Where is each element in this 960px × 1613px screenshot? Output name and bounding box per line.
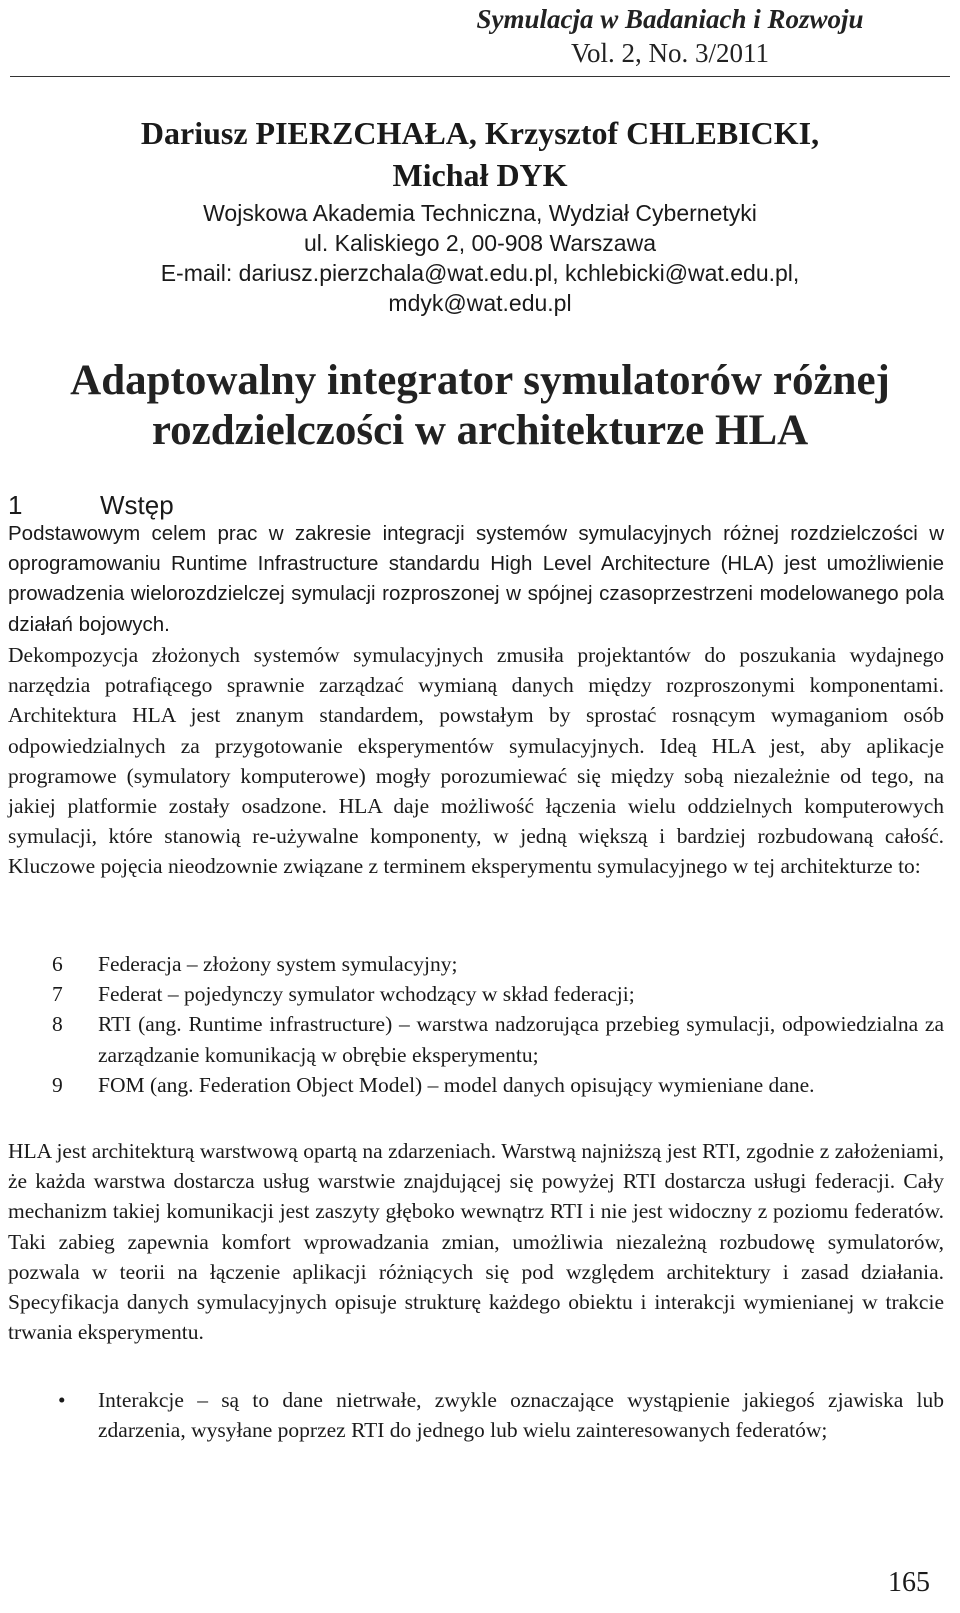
affiliation-line-1: Wojskowa Akademia Techniczna, Wydział Cybernetyki: [203, 200, 757, 226]
bullet-list: [8, 1385, 944, 1445]
section-title: Wstęp: [100, 490, 174, 520]
numbered-list: [8, 949, 944, 1100]
section-heading: [8, 490, 174, 521]
paragraph-3: HLA jest architekturą warstwową opartą na zdarzeniach. Warstwą najniższą jest RTI, zgodnie z założeniami, że każda warstwa dostarcza usług warstwie znajdującej się powyżej RTI dostarcza usługi federacji. Cały mechanizm takiej komunikacji jest zaszyty głęboko wewnątrz RTI i nie jest widoczny z poziomu federatów. Taki zabieg zapewnia komfort wprowadzania zmian, umożliwia niezależną rozbudowę symulatorów, pozwala w teorii na łączenie aplikacji różniących się pod względem architektury i zasad działania. Specyfikacja danych symulacyjnych opisuje strukturę każdego obiektu i interakcji wymienianej w trakcie trwania eksperymentu.: [8, 1139, 944, 1345]
journal-header: [410, 2, 930, 70]
journal-name: Symulacja w Badaniach i Rozwoju: [476, 4, 864, 34]
list-item: [8, 949, 944, 979]
list-marker: 9: [52, 1072, 63, 1097]
list-item-text: Interakcje – są to dane nietrwałe, zwykle oznaczające wystąpienie jakiegoś zjawiska lub zdarzenia, wysyłane poprzez RTI do jednego lub wielu zainteresowanych federatów;: [98, 1388, 944, 1443]
paragraph-1: Podstawowym celem prac w zakresie integracji systemów symulacyjnych różnej rozdzielczości w oprogramowaniu Runtime Infrastructure standardu High Level Architecture (HLA) jest umożliwienie prowadzenia wielorozdzielczej symulacji rozproszonej w spójnej czasoprzestrzeni modelowanego pola działań bojowych.: [8, 522, 944, 636]
title-line-2: rozdzielczości w architekturze HLA: [151, 407, 809, 454]
affiliation-line-2: ul. Kaliskiego 2, 00-908 Warszawa: [304, 230, 656, 256]
list-item-text: Federat – pojedynczy symulator wchodzący w skład federacji;: [98, 982, 635, 1007]
section-number: 1: [8, 490, 23, 520]
list-item: [8, 1385, 944, 1445]
list-item: [8, 1070, 944, 1100]
title-line-1: Adaptowalny integrator symulatorów różnej: [70, 357, 890, 404]
bullet-icon: •: [58, 1388, 66, 1412]
paper-title: [0, 356, 960, 456]
header-rule: [10, 76, 950, 77]
page-number: 165: [888, 1567, 930, 1598]
affiliation: [0, 198, 960, 318]
affiliation-line-4: mdyk@wat.edu.pl: [388, 290, 572, 316]
list-item-text: RTI (ang. Runtime infrastructure) – warstwa nadzorująca przebieg symulacji, odpowiedzialna za zarządzanie komunikacją w obrębie eksperymentu;: [98, 1012, 944, 1067]
list-marker: 6: [52, 952, 63, 976]
list-marker: 8: [52, 1012, 63, 1037]
list-item-text: FOM (ang. Federation Object Model) – model danych opisujący wymieniane dane.: [98, 1072, 815, 1097]
list-item: [8, 979, 944, 1009]
list-marker: 7: [52, 982, 63, 1007]
journal-volume: Vol. 2, No. 3/2011: [570, 38, 770, 68]
list-item-text: Federacja – złożony system symulacyjny;: [98, 952, 458, 976]
list-item: [8, 1009, 944, 1069]
authors-line-2: Michał DYK: [392, 157, 568, 193]
paragraph-2: Dekompozycja złożonych systemów symulacyjnych zmusiła projektantów do poszukania wydajnego narzędzia potrafiącego sprawnie zarządzać wymianą danych między rozproszonymi komponentami. Architektura HLA jest znanym standardem, powstałym by sprostać rosnącym wymaganiom osób odpowiedzialnych za przygotowanie eksperymentów symulacyjnych. Ideą HLA jest, aby aplikacje programowe (symulatory komputerowe) mogły porozumiewać się między sobą niezależnie od tego, na jakiej platformie zostały osadzone. HLA daje możliwość łączenia wielu oddzielnych komputerowych symulacji, które stanowią re-używalne komponenty, w jedną większą i bardziej rozbudowaną całość. Kluczowe pojęcia nieodzownie związane z terminem eksperymentu symulacyjnego w tej architekturze to:: [8, 643, 944, 879]
affiliation-line-3: E-mail: dariusz.pierzchala@wat.edu.pl, kchlebicki@wat.edu.pl,: [160, 260, 800, 286]
authors: [0, 112, 960, 196]
authors-line-1: Dariusz PIERZCHAŁA, Krzysztof CHLEBICKI,: [140, 115, 820, 151]
